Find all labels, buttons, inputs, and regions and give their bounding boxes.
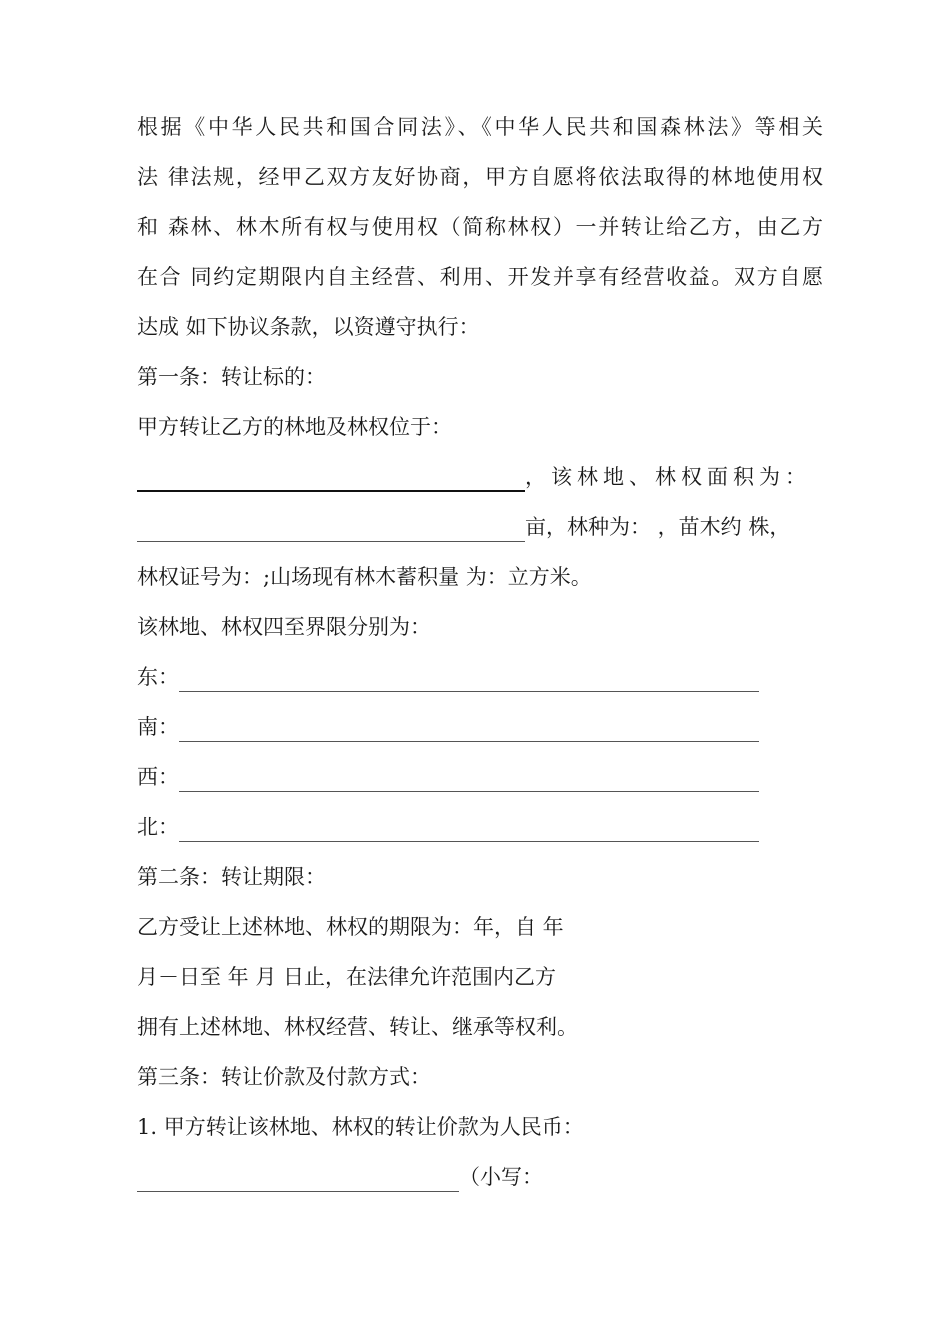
article1-title: 第一条：转让标的： (137, 365, 326, 389)
location-blank[interactable] (137, 468, 525, 492)
boundary-north (137, 812, 759, 842)
article3-item1: 1. 甲方转让该林地、林权的转让价款为人民币： (137, 1115, 584, 1139)
article2-line-2: 月－日至 年 月 日止，在法律允许范围内乙方 (137, 965, 557, 989)
article1-location: 甲方转让乙方的林地及林权位于： (137, 415, 452, 439)
boundary-south (137, 712, 759, 742)
article2-line-3: 拥有上述林地、林权经营、转让、继承等权利。 (137, 1015, 578, 1039)
species-label: 亩，林种为： ，苗木约 株， (525, 515, 791, 539)
boundary-south-label: 南： (137, 715, 179, 739)
article1-bounds: 该林地、林权四至界限分别为： (137, 615, 431, 639)
article1-location-row (137, 462, 811, 492)
intro-line-3: 和 森林、林木所有权与使用权（简称林权）一并转让给乙方，由乙方 (137, 215, 823, 239)
intro-line-1: 根据《中华人民共和国合同法》、《中华人民共和国森林法》等相关 (137, 115, 823, 139)
area-blank[interactable] (137, 519, 525, 542)
amount-blank[interactable] (137, 1169, 459, 1192)
boundary-north-blank[interactable] (179, 819, 759, 842)
intro-line-4: 在合 同约定期限内自主经营、利用、开发并享有经营收益。双方自愿 (137, 265, 823, 289)
boundary-south-blank[interactable] (179, 719, 759, 742)
intro-line-2: 法 律法规，经甲乙双方友好协商，甲方自愿将依法取得的林地使用权 (137, 165, 823, 189)
amount-small-label: （小写： (459, 1165, 543, 1189)
area-label: ，该林地、林权面积为： (525, 465, 811, 489)
boundary-west-blank[interactable] (179, 769, 759, 792)
boundary-east-label: 东： (137, 665, 179, 689)
boundary-east (137, 662, 759, 692)
article1-area-row (137, 512, 790, 542)
article3-amount-row (137, 1162, 543, 1192)
boundary-north-label: 北： (137, 815, 179, 839)
article2-line-1: 乙方受让上述林地、林权的期限为：年，自 年 (137, 915, 564, 939)
boundary-west-label: 西： (137, 765, 179, 789)
article2-title: 第二条：转让期限： (137, 865, 326, 889)
intro-line-5: 达成 如下协议条款，以资遵守执行： (137, 315, 480, 339)
boundary-west (137, 762, 759, 792)
article3-title: 第三条：转让价款及付款方式： (137, 1065, 431, 1089)
article1-cert: 林权证号为：;山场现有林木蓄积量 为：立方米。 (137, 565, 592, 589)
boundary-east-blank[interactable] (179, 669, 759, 692)
